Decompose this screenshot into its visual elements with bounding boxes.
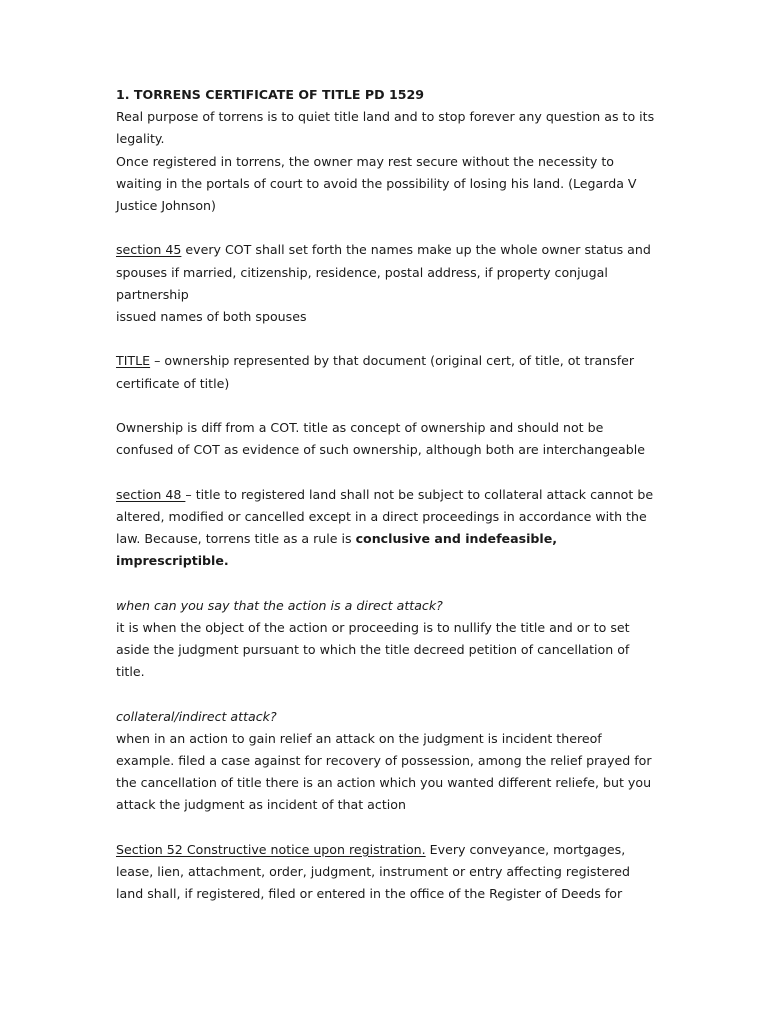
section-45-paragraph (116, 239, 656, 306)
section-45-line-2: issued names of both spouses (116, 309, 307, 325)
title-definition-text: – ownership represented by that document (original cert, of title, ot transfer certificate of title) (116, 353, 635, 391)
spacer (116, 217, 656, 239)
spacer (116, 395, 656, 417)
spacer (116, 461, 656, 483)
collateral-attack-question: collateral/indirect attack? (116, 708, 277, 724)
spacer (116, 817, 656, 839)
direct-attack-question: when can you say that the action is a direct attack? (116, 597, 443, 613)
section-45-label: section 45 (116, 242, 182, 258)
document-heading: 1. TORRENS CERTIFICATE OF TITLE PD 1529 (116, 87, 425, 102)
section-52-label: Section 52 Constructive notice upon registration. (116, 841, 426, 857)
document-body (116, 84, 656, 905)
direct-attack-answer: it is when the object of the action or proceeding is to nullify the title and or to set aside the judgment pursuant to which the title decreed petition of cancellation of title. (116, 619, 630, 680)
section-52-paragraph (116, 839, 656, 906)
title-definition-paragraph (116, 350, 656, 394)
ownership-paragraph: Ownership is diff from a COT. title as concept of ownership and should not be confused of COT as evidence of such ownership, although both are interchangeable (116, 420, 645, 458)
intro-paragraph-2: Once registered in torrens, the owner may rest secure without the necessity to waiting in the portals of court to avoid the possibility of losing his land. (Legarda V Justice Johnson) (116, 153, 637, 214)
title-label: TITLE (116, 353, 151, 369)
spacer (116, 683, 656, 705)
collateral-attack-answer: when in an action to gain relief an attack on the judgment is incident thereof example. filed a case against for recovery of possession, among the relief prayed for the cancellation of title there is an action which you wanted different reliefe, but you attack the judgment as incident of that action (116, 730, 652, 813)
intro-paragraph-1: Real purpose of torrens is to quiet title land and to stop forever any question as to its legality. (116, 109, 655, 147)
section-52-text: Every conveyance, mortgages, lease, lien, attachment, order, judgment, instrument or entry affecting registered land shall, if registered, filed or entered in the office of the Register of Deeds for (116, 841, 630, 902)
section-48-text: – title to registered land shall not be subject to collateral attack cannot be altered, modified or cancelled except in a direct proceedings in accordance with the law. Because, torrens title as a rule is (116, 486, 654, 546)
section-48-bold-text: conclusive and indefeasible, imprescriptible. (116, 531, 558, 569)
spacer (116, 328, 656, 350)
section-45-text: every COT shall set forth the names make up the whole owner status and spouses if married, citizenship, residence, postal address, if property conjugal partnership (116, 242, 651, 302)
section-48-paragraph (116, 484, 656, 573)
spacer (116, 572, 656, 594)
section-48-label: section 48 (116, 486, 186, 502)
